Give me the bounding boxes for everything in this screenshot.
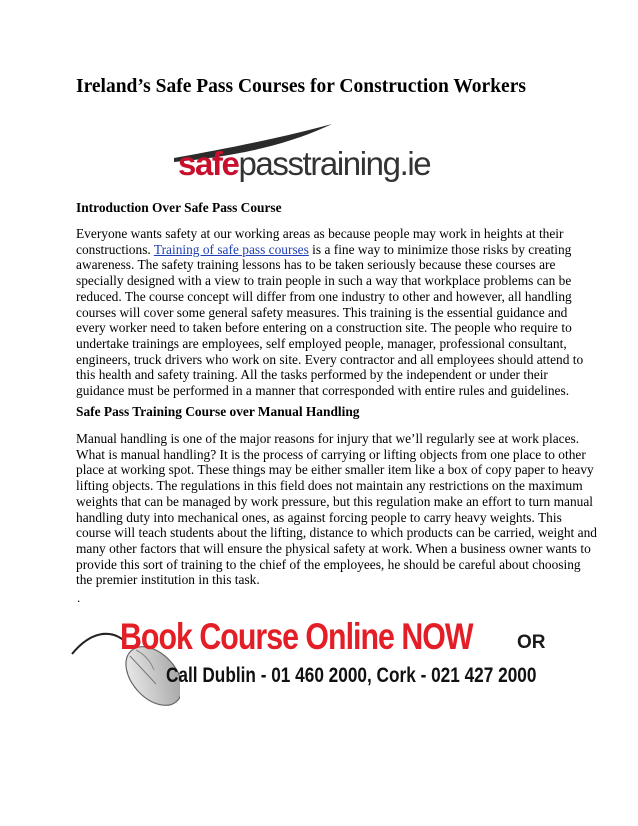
paragraph-line: lifting objects. The regulations in this field does not maintain any restrictions on the maximum <box>76 478 583 494</box>
paragraph-line: courses will cover some general safety measures. This training is the essential guidance and <box>76 304 568 320</box>
book-online-headline <box>120 616 550 658</box>
paragraph-line: handling duty into mechanical ones, as against forcing people to carry heavy weights. This <box>76 509 562 525</box>
paragraph-line: Everyone wants safety at our working areas as because people may work in heights at their <box>76 226 564 241</box>
paragraph-line: many other factors that will ensure the physical safety at work. When a business owner wants to <box>76 540 591 556</box>
paragraph-line: course will teach students about the lifting, distance to which products can be carried, weight and <box>76 525 597 541</box>
paragraph-line: What is manual handling? It is the process of carrying or lifting objects from one place to other <box>76 446 586 462</box>
section-heading-manual-handling: Safe Pass Training Course over Manual Handling <box>76 404 360 419</box>
logo-text-passtraining: passtraining.ie <box>238 145 431 182</box>
book-course-online-text: Book Course Online NOW <box>120 616 473 657</box>
logo-wordmark <box>178 144 430 184</box>
paragraph-line: Manual handling is one of the major reasons for injury that we’ll regularly see at work places. <box>76 431 580 446</box>
line-text-pre: constructions. <box>76 241 154 257</box>
or-text: OR <box>517 632 546 653</box>
section-paragraph-manual-handling <box>76 431 597 588</box>
safepass-logo <box>170 118 431 184</box>
paragraph-line: undertake trainings are employees, self employed people, manager, professional consultant, <box>76 335 567 351</box>
paragraph-line: reduced. The course concept will differ from one industry to other and however, all handling <box>76 288 572 304</box>
section-heading-introduction: Introduction Over Safe Pass Course <box>76 200 282 215</box>
stray-period: . <box>77 590 81 605</box>
paragraph-line: this health and safety training. All the tasks performed by the independent or under their <box>76 367 548 383</box>
paragraph-line: the premier institution in this task. <box>76 572 260 588</box>
paragraph-line: place at working spot. These things may be either smaller item like a box of copy paper to heavy <box>76 462 594 478</box>
logo-text-safe: safe <box>178 145 239 182</box>
section-paragraph-introduction <box>76 226 584 399</box>
paragraph-line: provide this sort of training to the chief of the employees, he should be careful about choosing <box>76 556 581 572</box>
safe-pass-courses-link[interactable]: Training of safe pass courses <box>153 241 309 257</box>
paragraph-line: weights that can be managed by work pressure, but this regulation make an effort to turn manual <box>76 493 594 509</box>
line-text-post: is a fine way to minimize those risks by creating <box>308 241 572 257</box>
paragraph-line: engineers, truck drivers who work on site. Every contractor and all employees should attend to <box>76 351 584 367</box>
book-course-banner[interactable] <box>70 614 570 714</box>
paragraph-line: specially designed with a view to train people in such a way that workplace problems can be <box>76 273 572 289</box>
page-title: Ireland’s Safe Pass Courses for Construction Workers <box>76 76 526 97</box>
paragraph-line: every worker need to taken before entering on a construction site. The people who require to <box>76 320 572 336</box>
paragraph-line: guidance must be performed in a manner that corresponded with entire rules and guidelines. <box>76 383 570 399</box>
paragraph-line-with-link <box>76 241 572 258</box>
call-numbers-text: Call Dublin - 01 460 2000, Cork - 021 427 2000 <box>166 664 537 687</box>
paragraph-line: awareness. The safety training lessons has to be taken seriously because these courses are <box>76 257 556 273</box>
